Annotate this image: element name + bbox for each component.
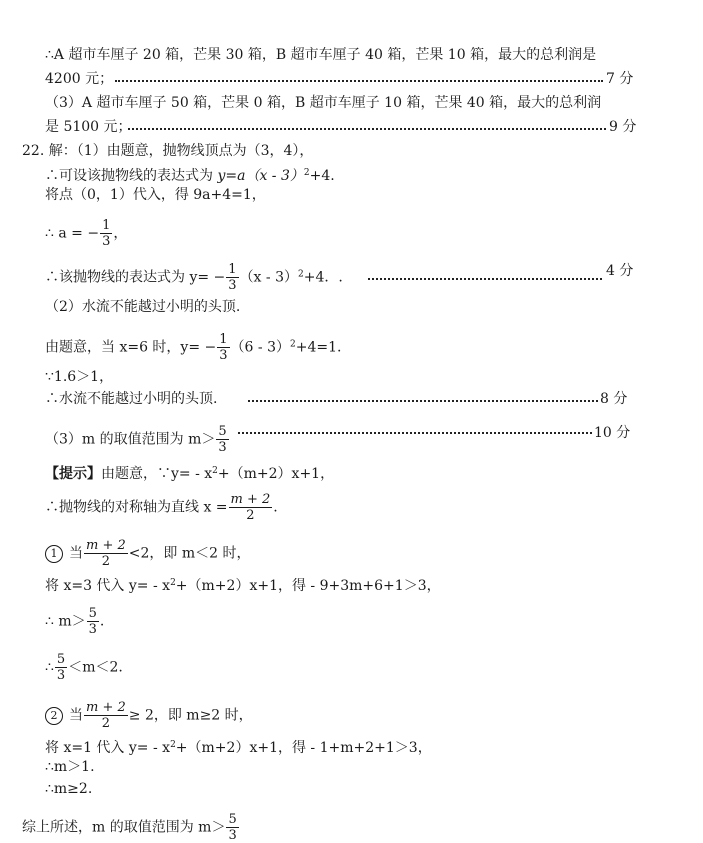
case2-sub-tail: +（m+2）x+1，得 - 1+m+2+1＞3，: [175, 740, 432, 756]
denominator: 2: [246, 508, 255, 523]
q22-hint: [45, 462, 334, 483]
dot-leader: [115, 80, 603, 82]
line-part2-result: ∴A 超市车厘子 20 箱，芒果 30 箱，B 超市车厘子 40 箱，芒果 10 箱，最大的总利润是: [45, 47, 597, 63]
denominator: 3: [228, 278, 237, 293]
fraction: [100, 218, 112, 249]
axis-suffix: .: [273, 499, 278, 516]
fraction: [87, 606, 99, 637]
fraction: [84, 538, 128, 569]
denominator: 3: [102, 234, 111, 249]
hint-label: 【提示】: [45, 466, 101, 482]
numerator: 1: [228, 262, 237, 277]
score-10: 10 分: [594, 425, 631, 441]
expr-prefix: ∴该抛物线的表达式为 y= −: [45, 269, 226, 286]
fraction: [217, 332, 229, 363]
q22-case1-range: [45, 652, 123, 683]
q22-part3-answer: [45, 424, 230, 455]
dot-leader: [128, 128, 606, 130]
q22-expression: [45, 262, 343, 293]
numerator: m + 2: [230, 492, 271, 507]
q22-setup-text: ∴可设该抛物线的表达式为: [45, 168, 218, 184]
numerator: m + 2: [86, 700, 126, 715]
case2-sub-text: 将 x=1 代入 y= - x: [45, 740, 171, 756]
numerator: 5: [56, 652, 66, 667]
q22-case1-m: [45, 606, 104, 637]
fraction: [55, 652, 67, 683]
exponent: 2: [170, 740, 176, 750]
q22-because: ∵1.6＞1，: [45, 369, 114, 385]
q22-conclusion: ∴水流不能越过小明的头顶.: [45, 391, 218, 407]
case1-m-prefix: ∴ m＞: [45, 613, 86, 630]
q22-case1: [45, 538, 251, 569]
dot-leader: [368, 278, 602, 280]
final-prefix: 综上所述，m 的取值范围为 m＞: [22, 819, 226, 836]
q22-setup-formula: y=a（x - 3）: [217, 168, 304, 184]
dot-leader: [248, 400, 598, 402]
dot-leader: [238, 432, 592, 434]
denominator: 3: [88, 622, 97, 637]
a-prefix: ∴ a = −: [45, 225, 100, 242]
line-part3-profit: 是 5100 元；: [45, 119, 132, 135]
score-9: 9 分: [609, 119, 637, 135]
denominator: 3: [56, 668, 66, 683]
numerator: 5: [88, 606, 97, 621]
q22-part2-calc: [45, 332, 341, 363]
fraction: [84, 700, 128, 731]
case2-when: 当: [69, 707, 83, 724]
case1-sub-tail: +（m+2）x+1，得 - 9+3m+6+1＞3，: [175, 578, 441, 594]
q22-a-value: [45, 218, 127, 249]
fraction: [226, 262, 238, 293]
exponent: 2: [298, 269, 304, 280]
denominator: 3: [228, 828, 237, 843]
exponent: 2: [303, 168, 310, 178]
line-part3-result: （3）A 超市车厘子 50 箱，芒果 0 箱，B 超市车厘子 10 箱，芒果 40 箱，最大的总利润: [45, 95, 602, 111]
case2-condition: ≥ 2，即 m≥2 时，: [128, 707, 253, 724]
numerator: m + 2: [86, 538, 126, 553]
q22-axis: [45, 492, 278, 523]
hint-text: 由题意，∵y= - x: [101, 466, 213, 482]
case1-condition: <2，即 m＜2 时，: [128, 545, 251, 562]
case1-r-prefix: ∴: [45, 659, 54, 676]
expr-tail: +4．.: [303, 269, 343, 286]
line-part2-profit: 4200 元；: [45, 71, 114, 87]
q22-case2-m: ∴m＞1.: [45, 759, 95, 775]
exponent: 2: [170, 578, 176, 588]
case1-r-suffix: ＜m＜2.: [68, 659, 123, 676]
q22-case2-substitute: [45, 736, 432, 757]
p3-prefix: （3）m 的取值范围为 m＞: [45, 431, 216, 448]
calc-prefix: 由题意，当 x=6 时，y= −: [45, 339, 217, 356]
fraction: [229, 492, 273, 523]
q22-case1-substitute: [45, 574, 441, 595]
q22-case2-range: ∴m≥2.: [45, 781, 93, 797]
q22-setup: [45, 164, 335, 185]
case-number-1: 1: [45, 545, 63, 563]
q22-case2: [45, 700, 253, 731]
case1-m-suffix: .: [99, 613, 105, 630]
exponent: 2: [212, 466, 218, 476]
score-7: 7 分: [606, 71, 634, 87]
score-8: 8 分: [600, 391, 628, 407]
q22-substitute: 将点（0，1）代入，得 9a+4=1，: [45, 187, 266, 203]
numerator: 1: [102, 218, 111, 233]
numerator: 5: [218, 424, 227, 439]
calc-tail: +4=1.: [295, 339, 342, 356]
axis-prefix: ∴抛物线的对称轴为直线 x =: [45, 499, 228, 516]
q22-final-answer: [22, 812, 240, 843]
calc-body: （6 - 3）: [230, 339, 290, 356]
exponent: 2: [290, 339, 296, 350]
expr-body: （x - 3）: [239, 269, 298, 286]
numerator: 1: [219, 332, 228, 347]
q22-header: 22. 解：（1）由题意，抛物线顶点为（3，4），: [22, 143, 314, 159]
a-suffix: ，: [113, 225, 128, 242]
hint-tail: +（m+2）x+1，: [217, 466, 335, 482]
case1-sub-text: 将 x=3 代入 y= - x: [45, 578, 171, 594]
case-number-2: 2: [45, 707, 63, 725]
denominator: 2: [101, 554, 111, 569]
case1-when: 当: [69, 545, 83, 562]
denominator: 2: [101, 716, 111, 731]
q22-part2-title: （2）水流不能越过小明的头顶.: [45, 299, 241, 315]
score-4: 4 分: [606, 263, 634, 279]
fraction: [226, 812, 238, 843]
numerator: 5: [228, 812, 237, 827]
denominator: 3: [218, 440, 227, 455]
fraction: [216, 424, 228, 455]
q22-setup-tail: +4.: [309, 168, 335, 184]
denominator: 3: [219, 348, 228, 363]
